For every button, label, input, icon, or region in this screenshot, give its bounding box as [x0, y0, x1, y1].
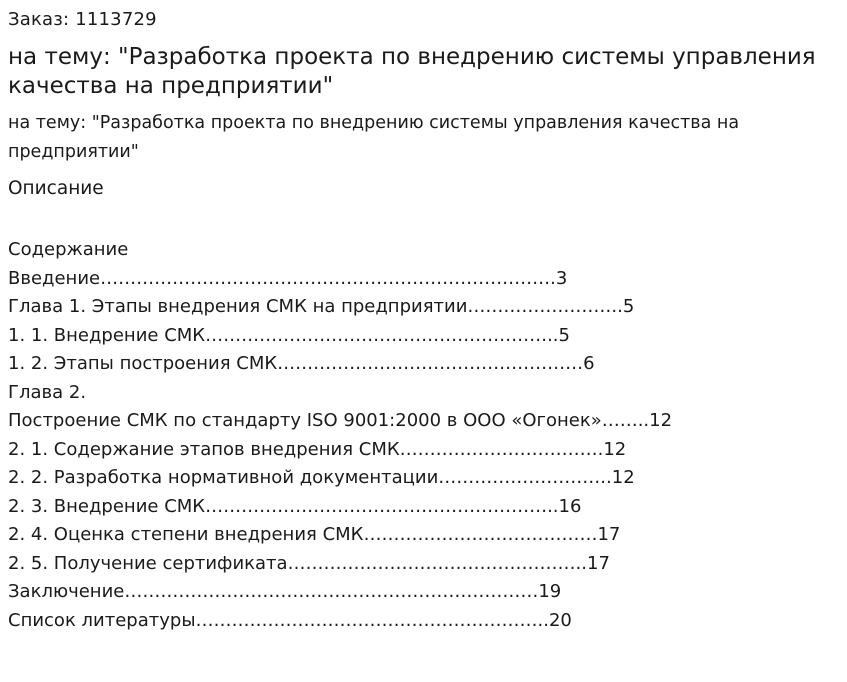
toc-item: 2. 1. Содержание этапов внедрения СМК…………………………….12: [8, 438, 627, 460]
toc-item: 2. 3. Внедрение СМК…………………………………………………..16: [8, 495, 582, 517]
toc-item: Введение………………………………………………………………….3: [8, 267, 568, 289]
page-subtitle: на тему: "Разработка проекта по внедрению системы управления качества на предприятии": [8, 113, 740, 162]
order-number: Заказ: 1113729: [8, 9, 157, 30]
toc-item: 1. 2. Этапы построения СМК……………………………………………6: [8, 353, 595, 374]
toc-item: 2. 2. Разработка нормативной документации………………………..12: [8, 467, 635, 488]
toc-item: Построение СМК по стандарту ISO 9001:2000 в ООО «Огонек»……..12: [8, 410, 673, 431]
toc-item: Глава 1. Этапы внедрения СМК на предприятии……………………..5: [8, 296, 635, 317]
toc-item: 1. 1. Внедрение СМК…………………………………………………..5: [8, 324, 570, 346]
toc-item: 2. 4. Оценка степени внедрения СМК…………………………………17: [8, 524, 621, 545]
contents-heading: Содержание: [8, 239, 129, 260]
toc-item: Заключение……………………………………………………………19: [8, 581, 562, 602]
toc-item: Глава 2.: [8, 381, 87, 403]
table-of-contents: [8, 265, 839, 636]
toc-item: Список литературы…………………………………………………..20: [8, 609, 572, 631]
page-title: на тему: "Разработка проекта по внедрению системы управления качества на предприятии": [8, 44, 816, 99]
toc-item: 2. 5. Получение сертификата…………………………………………..17: [8, 552, 610, 574]
description-heading: Описание: [8, 178, 104, 199]
